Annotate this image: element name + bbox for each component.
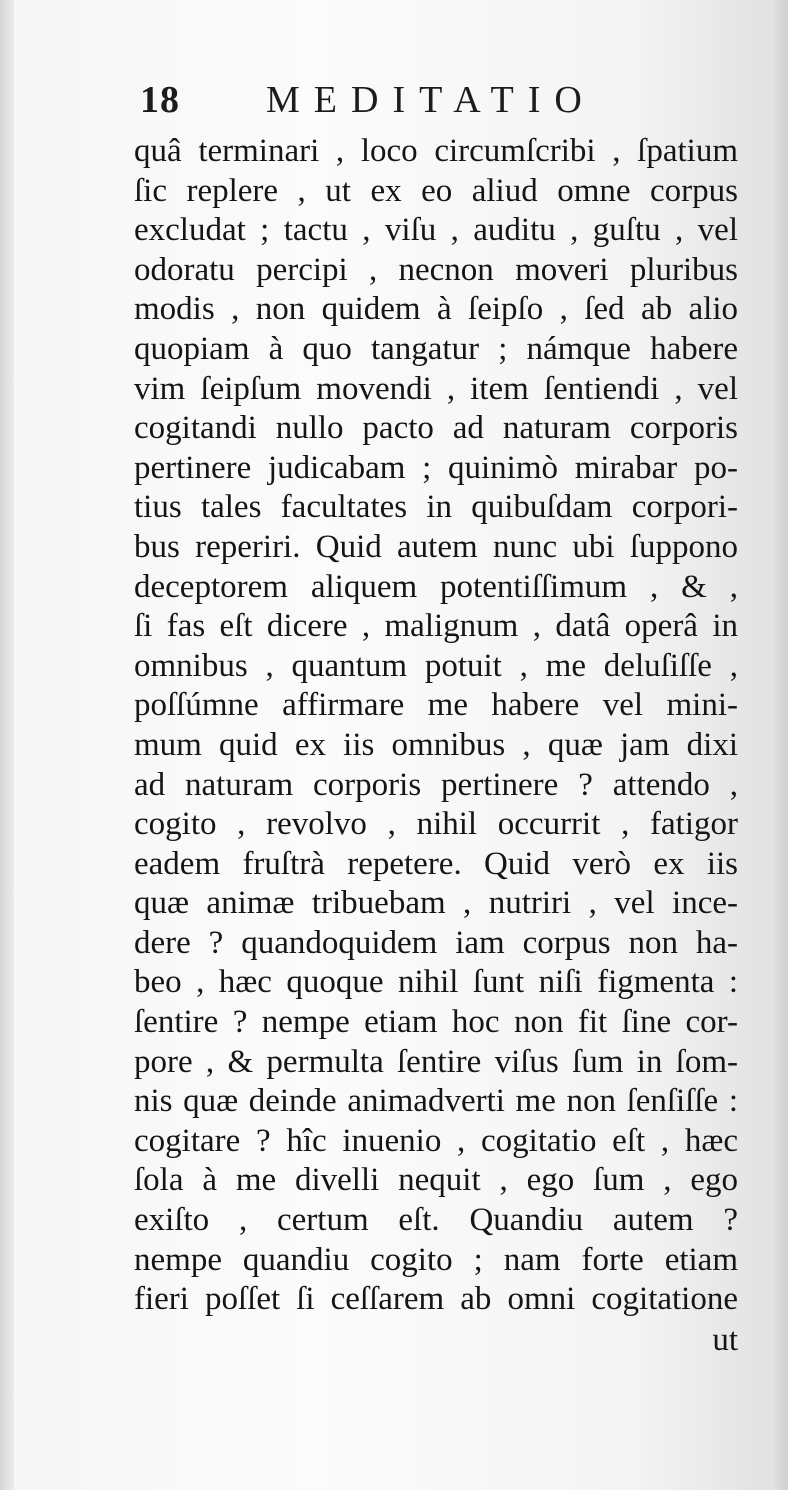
text-line: quæ animæ tribuebam , nutriri , vel ince-	[134, 885, 738, 922]
text-line: pertinere judicabam ; quinimò mirabar po-	[134, 449, 738, 486]
text-line: mum quid ex iis omnibus , quæ jam dixi	[134, 726, 738, 763]
text-line: deceptorem aliquem potentiſſimum , & ,	[134, 568, 738, 605]
text-line: fieri poſſet ſi ceſſarem ab omni cogitatione	[134, 1281, 738, 1318]
text-line: nis quæ deinde animadverti me non ſenſiſſe :	[134, 1083, 738, 1120]
text-line: ad naturam corporis pertinere ? attendo ,	[134, 766, 738, 803]
text-line: ſentire ? nempe etiam hoc non fit ſine cor-	[134, 1004, 738, 1041]
text-line: ſic replere , ut ex eo aliud omne corpus	[134, 172, 738, 209]
text-line: modis , non quidem à ſeipſo , ſed ab alio	[134, 291, 738, 328]
text-line: excludat ; tactu , viſu , auditu , guſtu , vel	[134, 212, 738, 249]
text-line: bus reperiri. Quid autem nunc ubi ſuppono	[134, 528, 738, 565]
running-title: MEDITATIO	[266, 79, 596, 121]
text-line: vim ſeipſum movendi , item ſentiendi , vel	[134, 370, 738, 407]
text-line: beo , hæc quoque nihil ſunt niſi figmenta :	[134, 964, 738, 1001]
text-line: pore , & permulta ſentire viſus ſum in ſom-	[134, 1043, 738, 1080]
text-line: ſi fas eſt dicere , malignum , datâ operâ in	[134, 608, 738, 645]
body-text	[134, 132, 738, 1320]
text-line: cogito , revolvo , nihil occurrit , fatigor	[134, 806, 738, 843]
page-gutter-shadow	[0, 0, 14, 1490]
text-line: dere ? quandoquidem iam corpus non ha-	[134, 924, 738, 961]
text-line: eadem fruſtrà repetere. Quid verò ex iis	[134, 845, 738, 882]
text-line: cogitandi nullo pacto ad naturam corporis	[134, 410, 738, 447]
text-line: quâ terminari , loco circumſcribi , ſpatium	[134, 133, 738, 169]
text-line: exiſto , certum eſt. Quandiu autem ?	[134, 1202, 738, 1239]
text-line: quopiam à quo tangatur ; námque habere	[134, 330, 738, 367]
text-line: cogitare ? hîc inuenio , cogitatio eſt , hæc	[134, 1122, 738, 1159]
catchword: ut	[712, 1322, 738, 1358]
text-line: ſola à me divelli nequit , ego ſum , ego	[134, 1162, 738, 1199]
page-header	[140, 78, 740, 128]
text-line: omnibus , quantum potuit , me deluſiſſe ,	[134, 647, 738, 684]
page-number: 18	[140, 79, 180, 121]
text-line: nempe quandiu cogito ; nam forte etiam	[134, 1241, 738, 1278]
text-line: poſſúmne affirmare me habere vel mini-	[134, 687, 738, 724]
text-line: odoratu percipi , necnon moveri pluribus	[134, 251, 738, 288]
text-line: tius tales facultates in quibuſdam corpori-	[134, 489, 738, 526]
